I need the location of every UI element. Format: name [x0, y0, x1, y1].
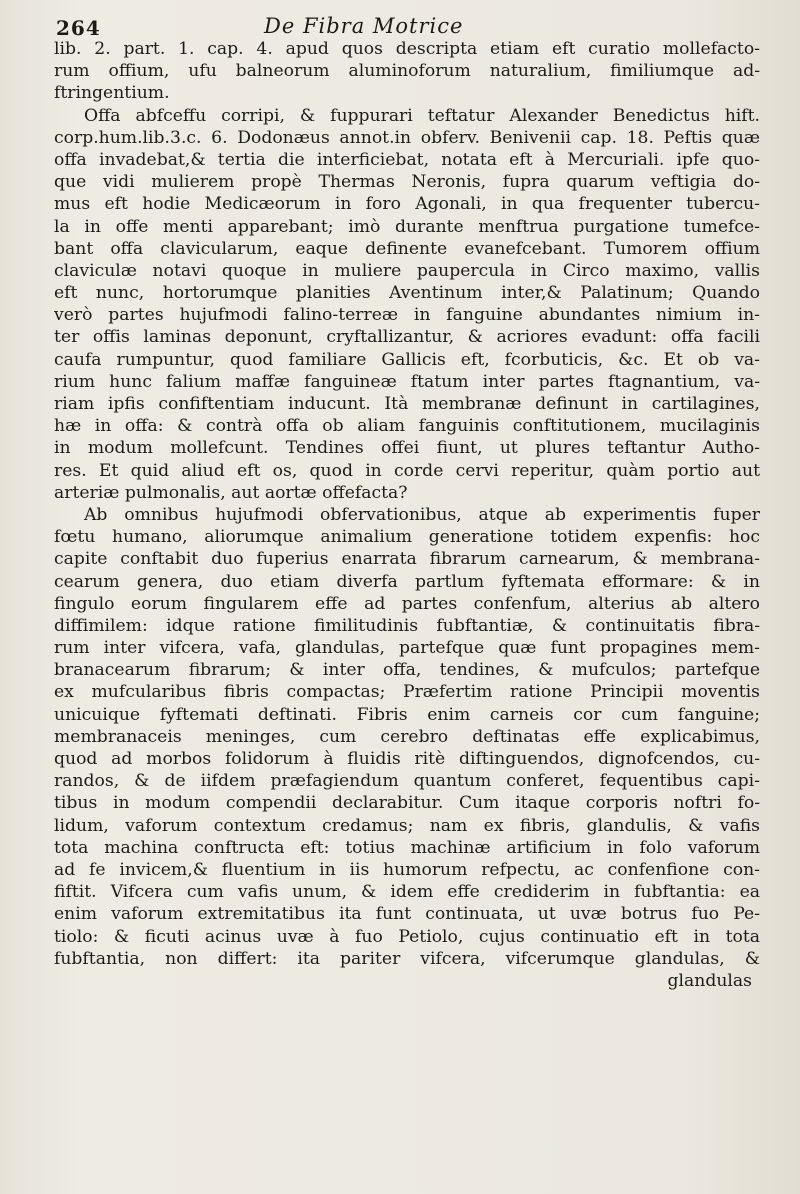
text-line: quod ad morbos folidorum à fluidis ritè diftinguendos, dignofcendos, cu- [54, 749, 760, 769]
text-line: que vidi mulierem propè Thermas Neronis, fupra quarum veftigia do- [54, 172, 760, 193]
text-line: ftringentium. [54, 83, 170, 104]
text-line: membranaceis meninges, cum cerebro deftinatas effe explicabimus, [54, 726, 760, 747]
text-line: corp.hum.lib.3.c. 6. Dodonæus annot.in obferv. Benivenii cap. 18. Peftis quæ [54, 127, 760, 148]
text-line: diffimilem: idque ratione fimilitudinis fubftantiæ, & continuitatis fibra- [54, 615, 760, 636]
text-line: res. Et quid aliud eft os, quod in corde cervi reperitur, quàm portio aut [54, 460, 760, 481]
text-line: mus eft hodie Medicæorum in foro Agonali, in qua frequenter tubercu- [54, 194, 760, 215]
text-line: verò partes hujufmodi falino-terreæ in fanguine abundantes nimium in- [54, 305, 760, 326]
text-line: eft nunc, hortorumque planities Aventinum inter,& Palatinum; Quando [54, 283, 760, 304]
text-line: riam ipfis confiftentiam inducunt. Ità membranæ definunt in cartilagines, [54, 394, 760, 414]
text-line: fiftit. Vifcera cum vafis unum, & idem effe crediderim in fubftantia: ea [54, 882, 760, 903]
text-line: caufa rumpuntur, quod familiare Gallicis eft, fcorbuticis, &c. Et ob va- [54, 349, 760, 370]
text-line: tota machina conftructa eft: totius machinæ artificium in folo vaforum [54, 837, 760, 858]
text-line: lib. 2. part. 1. cap. 4. apud quos descripta etiam eft curatio mollefacto- [54, 39, 760, 59]
text-line: tibus in modum compendii declarabitur. Cum itaque corporis noftri fo- [54, 793, 760, 814]
page-number: 264 [56, 16, 101, 40]
page-header [54, 10, 760, 38]
text-line: rum inter vifcera, vafa, glandulas, partefque quæ funt propagines mem- [54, 638, 760, 659]
text-line: ter offis laminas deponunt, cryftallizantur, & acriores evadunt: offa facili [54, 327, 760, 348]
text-line: la in offe menti apparebant; imò durante menftrua purgatione tumefce- [54, 216, 760, 237]
body-text [54, 38, 760, 992]
text-line: capite conftabit duo fuperius enarrata fibrarum carnearum, & membrana- [54, 549, 760, 570]
catchword: glandulas [667, 970, 752, 991]
text-line: claviculæ notavi quoque in muliere paupercula in Circo maximo, vallis [54, 260, 760, 281]
text-line: branacearum fibrarum; & inter offa, tendines, & mufculos; partefque [54, 660, 760, 681]
text-line: tiolo: & ficuti acinus uvæ à fuo Petiolo, cujus continuatio eft in tota [54, 926, 760, 947]
text-line: lidum, vaforum contextum credamus; nam ex fibris, glandulis, & vafis [54, 815, 760, 836]
text-line: Offa abfceffu corripi, & fuppurari teftatur Alexander Benedictus hift. [84, 105, 760, 126]
text-line: randos, & de iifdem præfagiendum quantum conferet, fequentibus capi- [54, 771, 760, 792]
text-line: fubftantia, non differt: ita pariter vifcera, vifcerumque glandulas, & [54, 948, 760, 969]
text-line: ex mufcularibus fibris compactas; Præfertim ratione Principii moventis [54, 682, 760, 703]
text-line: hæ in offa: & contrà offa ob aliam fanguinis conftitutionem, mucilaginis [54, 416, 760, 437]
text-line: arteriæ pulmonalis, aut aortæ offefacta? [54, 482, 408, 503]
text-line: rium hunc falium maffæ fanguineæ ftatum inter partes ftagnantium, va- [54, 371, 760, 392]
text-line: fingulo eorum fingularem effe ad partes confenfum, alterius ab altero [54, 593, 760, 614]
text-line: offa invadebat,& tertia die interficiebat, notata eft à Mercuriali. ipfe quo- [54, 149, 760, 170]
text-line: unicuique fyftemati deftinati. Fibris enim carneis cor cum fanguine; [54, 704, 760, 725]
text-line: rum offium, ufu balneorum aluminoforum naturalium, fimiliumque ad- [54, 61, 760, 82]
running-head: De Fibra Motrice [264, 14, 464, 38]
text-line: in modum mollefcunt. Tendines offei fiunt, ut plures teftantur Autho- [54, 438, 760, 459]
text-line: fœtu humano, aliorumque animalium generatione totidem expenfis: hoc [54, 527, 760, 548]
text-line: bant offa clavicularum, eaque definente evanefcebant. Tumorem offium [54, 238, 760, 259]
text-line: enim vaforum extremitatibus ita funt continuata, ut uvæ botrus fuo Pe- [54, 904, 760, 925]
text-line: Ab omnibus hujufmodi obfervationibus, atque ab experimentis fuper [84, 504, 760, 525]
text-line: ad fe invicem,& fluentium in iis humorum refpectu, ac confenfione con- [54, 859, 760, 880]
text-line: cearum genera, duo etiam diverfa partlum fyftemata efformare: & in [54, 571, 760, 592]
